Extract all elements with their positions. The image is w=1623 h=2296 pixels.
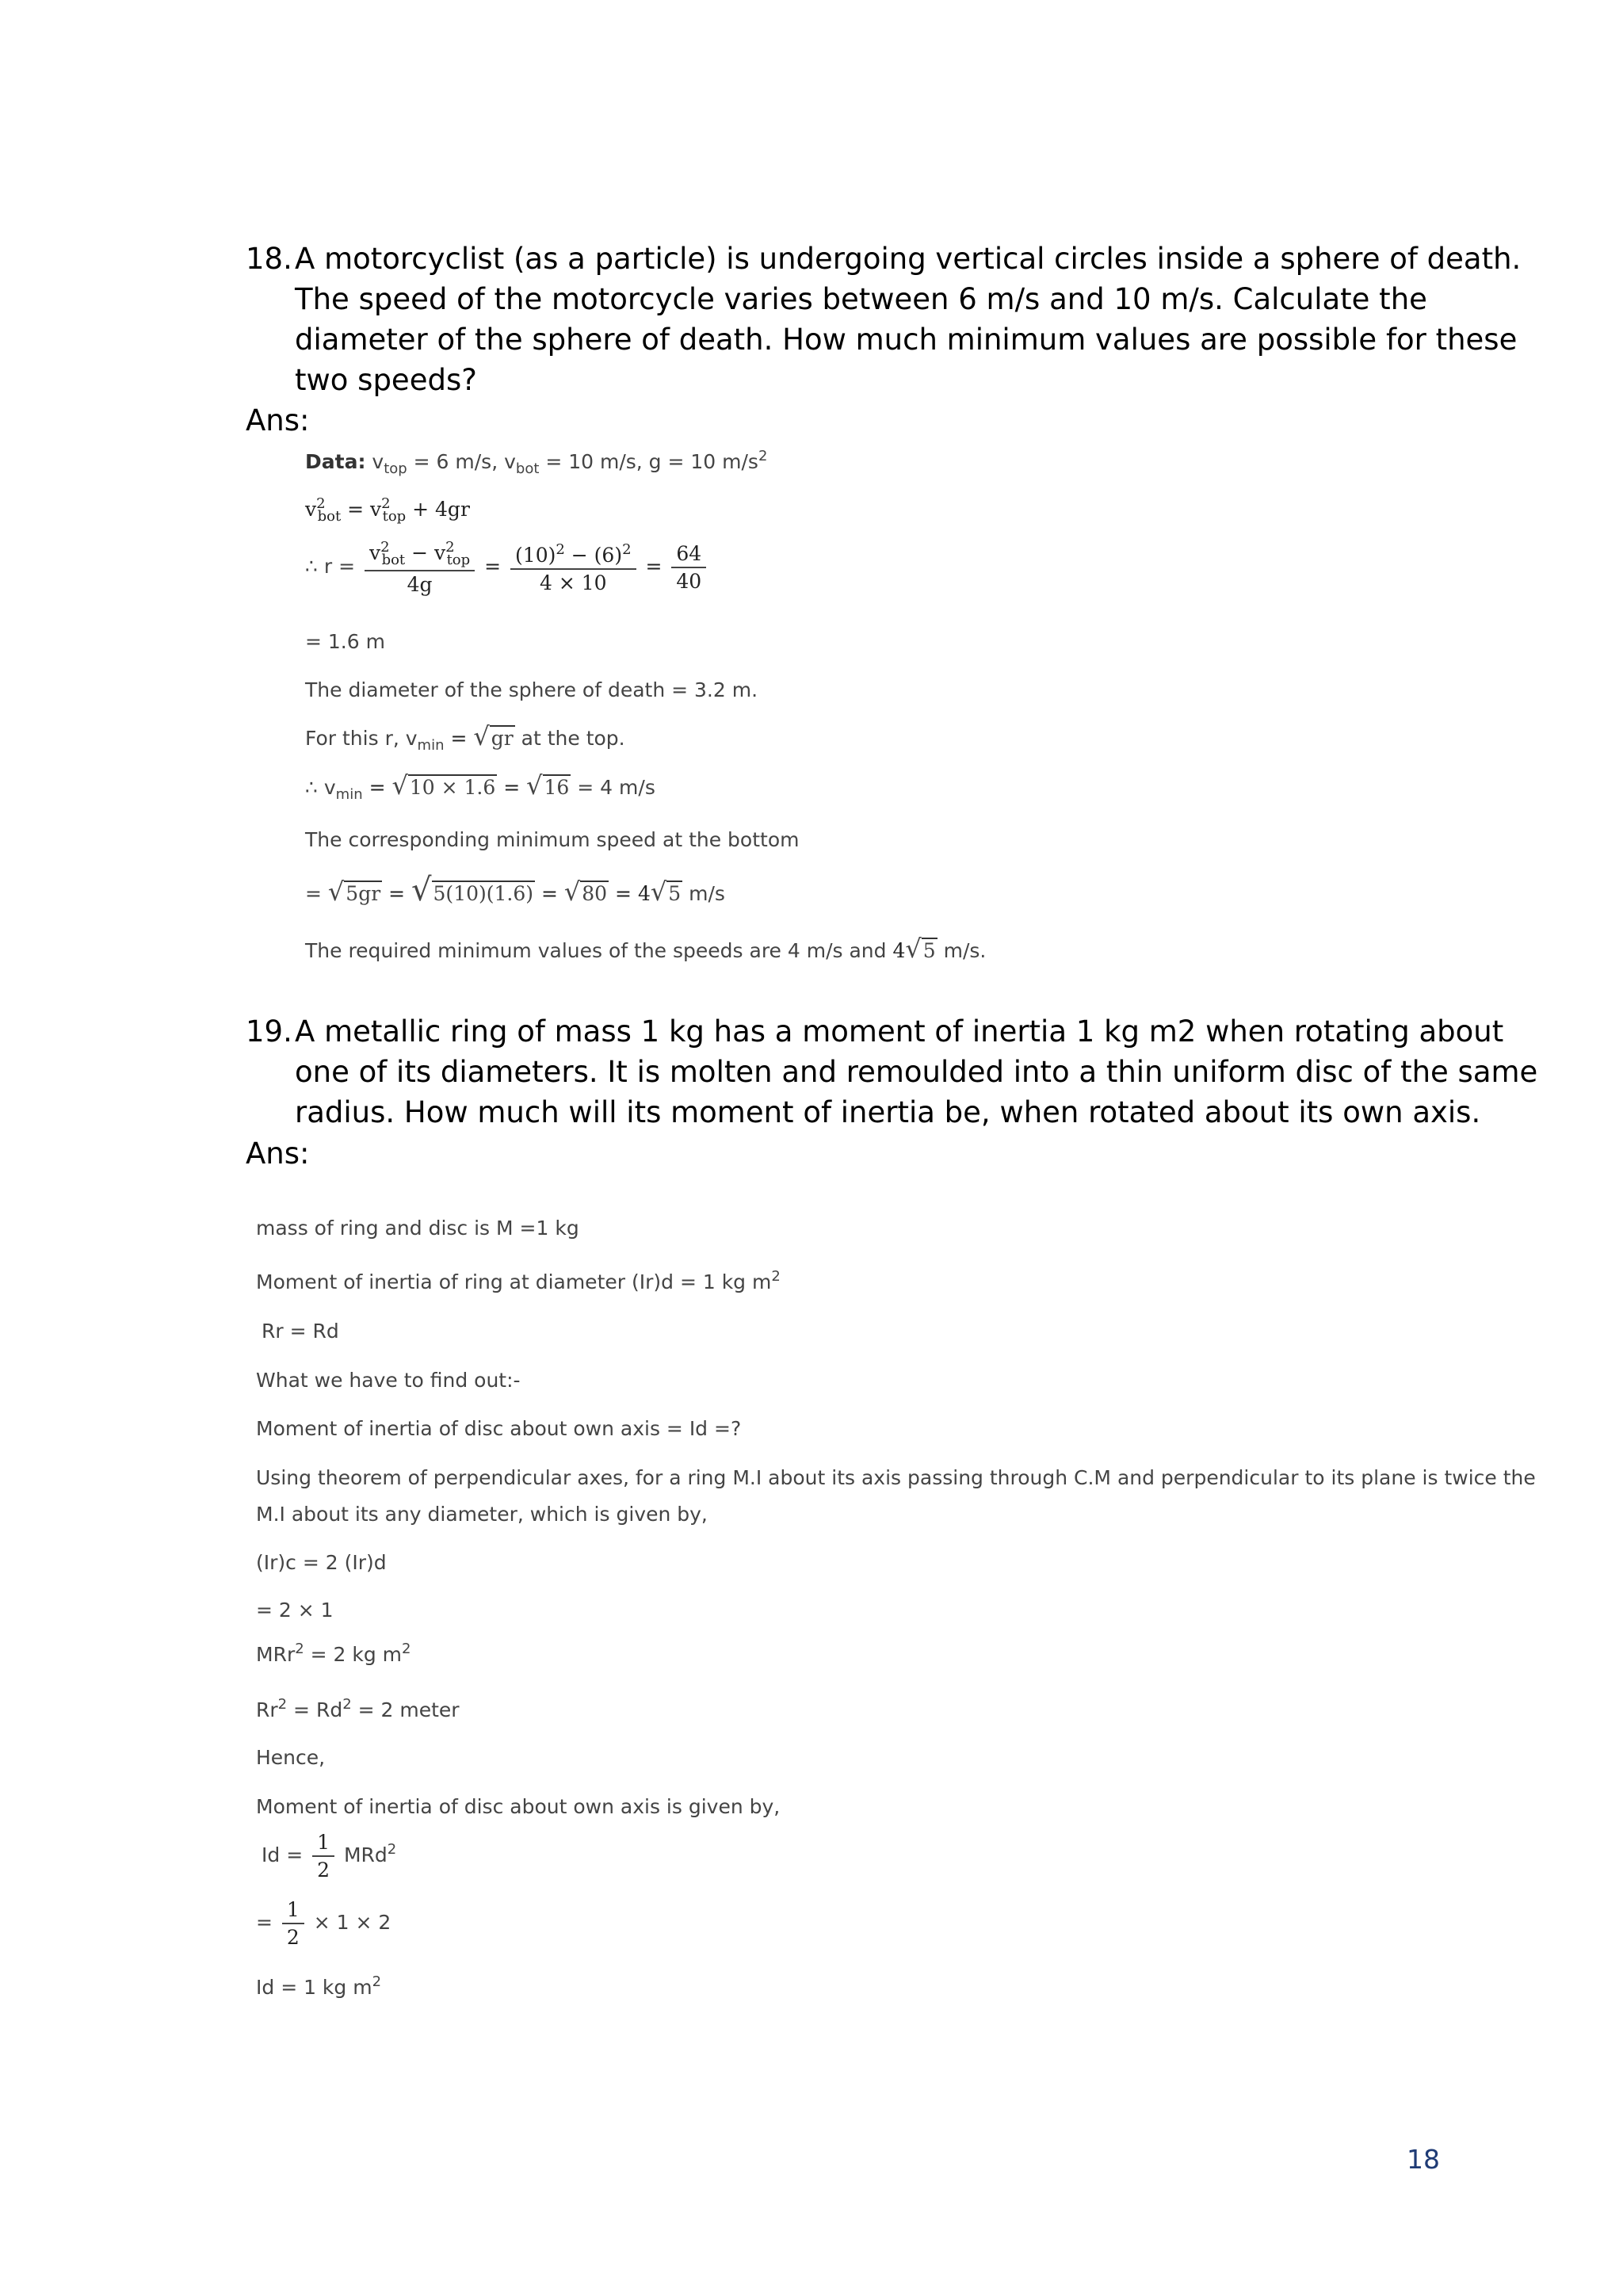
equation-energy: $v^2_{bot} = v^2_{top} + 4gr$ <box>305 495 470 525</box>
equation-radius: ∴ r = $\frac{v^2_{bot} - v^2_{top}}{4g}$ = $\frac{(10)^2 - (6)^2}{4 \times 10}$ = $\frac{64}{40}$ <box>305 539 709 596</box>
question-line: diameter of the sphere of death. How much minimum values are possible for these <box>295 323 1518 357</box>
question-number: 18. <box>246 242 292 276</box>
question-line: two speeds? <box>295 363 477 397</box>
bottom-speed-statement: The corresponding minimum speed at the bottom <box>305 828 800 851</box>
solution-line: = 2 × 1 <box>256 1599 334 1622</box>
solution-line: = $\frac{1}{2}$ × 1 × 2 <box>256 1898 391 1949</box>
solution-line: Moment of inertia of disc about own axis = Id =? <box>256 1417 742 1440</box>
solution-line: Hence, <box>256 1746 326 1769</box>
vmin-calculation: ∴ $v_{min} = √10 \times 1.6 = √16 = 4$ m/s <box>305 770 655 803</box>
solution-line: What we have to find out:- <box>256 1369 521 1392</box>
vmin-bottom-calculation: = √5gr = √5(10)(1.6) = √80 = 4√5 m/s <box>305 872 725 908</box>
solution-line: M.I about its any diameter, which is given by, <box>256 1503 708 1526</box>
diameter-statement: The diameter of the sphere of death = 3.2 m. <box>305 678 758 701</box>
page-number: 18 <box>1407 2144 1440 2175</box>
question-line: A metallic ring of mass 1 kg has a moment of inertia 1 kg m2 when rotating about <box>295 1014 1504 1049</box>
answer-label: Ans: <box>246 1137 310 1171</box>
question-number: 19. <box>246 1014 292 1049</box>
solution-line: Rr = Rd <box>262 1320 339 1343</box>
solution-line: $Rr^2 = Rd^2 = 2$ meter <box>256 1696 460 1721</box>
question-line: one of its diameters. It is molten and remoulded into a thin uniform disc of the same <box>295 1055 1538 1089</box>
solution-data-line: Data: $v_{top} = 6$ m/s, $v_{bot} = 10$ m/s, g = 10 $m/s^2$ <box>305 448 768 477</box>
question-19 <box>246 1011 1538 1138</box>
vmin-top-statement: For this r, $v_{min} = √gr$ at the top. <box>305 721 625 754</box>
question-18 <box>246 239 1522 405</box>
solution-line: Moment of inertia of ring at diameter (Ir)d = 1 kg $m^2$ <box>256 1268 781 1293</box>
solution-line: mass of ring and disc is M =1 kg <box>256 1217 579 1240</box>
solution-line: (Ir)c = 2 (Ir)d <box>256 1551 387 1574</box>
solution-line: Moment of inertia of disc about own axis is given by, <box>256 1795 781 1818</box>
solution-line: Using theorem of perpendicular axes, for a ring M.I about its axis passing through C.M and perpendicular to its plane is twice the <box>256 1466 1536 1489</box>
question-line: The speed of the motorcycle varies between 6 m/s and 10 m/s. Calculate the <box>295 282 1427 316</box>
solution-line: Id = 1 kg $m^2$ <box>256 1973 382 1999</box>
radius-result: = 1.6 m <box>305 630 385 653</box>
final-statement: The required minimum values of the speeds are 4 m/s and 4√5 m/s. <box>305 934 987 964</box>
solution-line: Id = $\frac{1}{2}$ MRd$^2$ <box>262 1831 397 1881</box>
question-line: radius. How much will its moment of inertia be, when rotated about its own axis. <box>295 1095 1481 1129</box>
data-label: Data: <box>305 450 366 473</box>
solution-line: MRr$^2$ = 2 kg $m^2$ <box>256 1641 411 1666</box>
question-line: A motorcyclist (as a particle) is undergoing vertical circles inside a sphere of death. <box>295 242 1522 276</box>
answer-label: Ans: <box>246 403 310 437</box>
